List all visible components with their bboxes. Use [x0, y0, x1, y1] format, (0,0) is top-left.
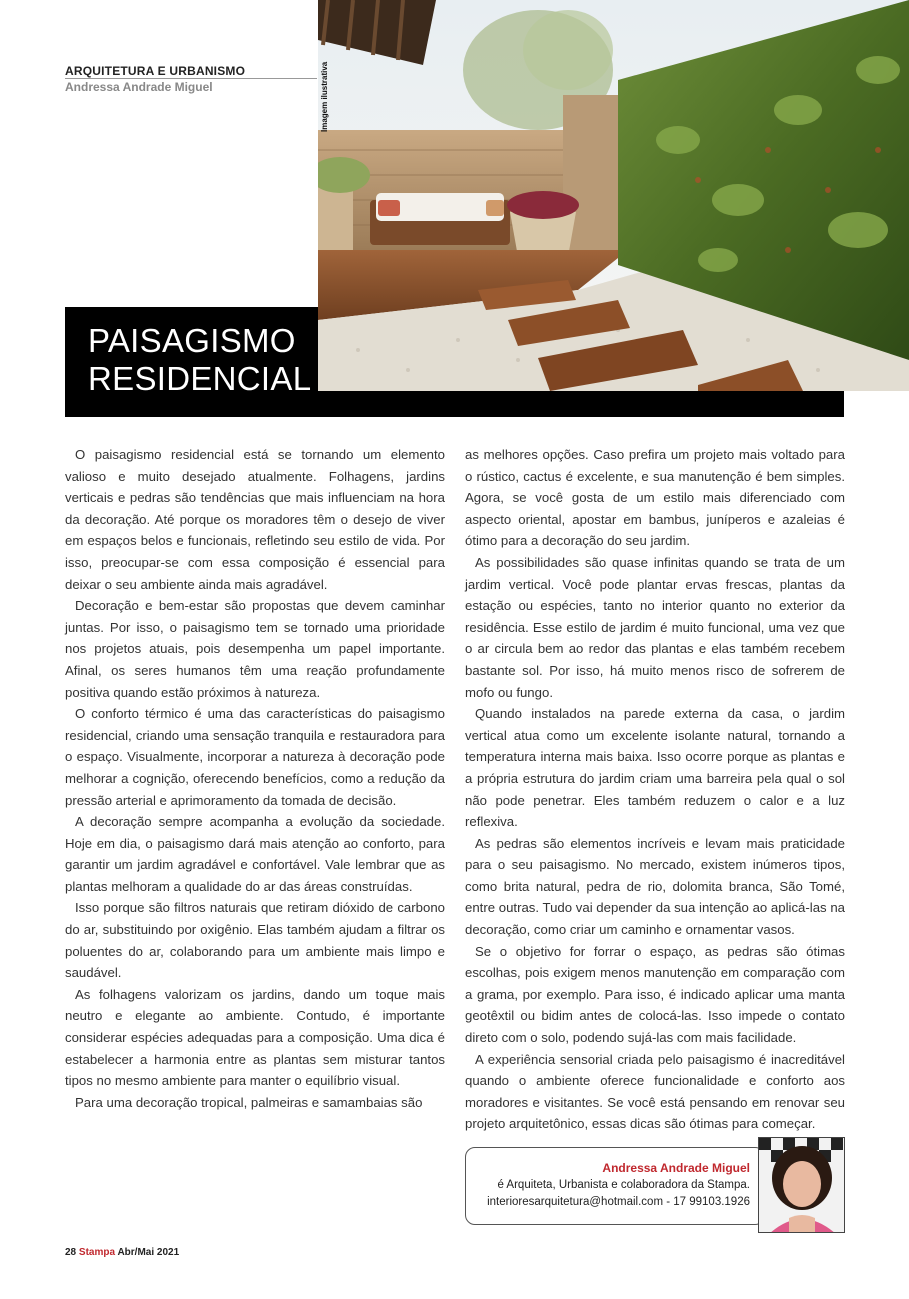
- page-number: 28: [65, 1247, 77, 1258]
- paragraph: Isso porque são filtros naturais que retiram dióxido de carbono do ar, substituindo por oxigênio. Elas também ajudam a filtrar os poluentes do ar, colaborando para um ambiente mais limpo e saudável.: [65, 900, 445, 981]
- issue-date: Abr/Mai 2021: [117, 1247, 180, 1258]
- author-avatar: [758, 1137, 845, 1233]
- section-divider: [65, 78, 317, 79]
- paragraph: O conforto térmico é uma das características do paisagismo residencial, criando uma sensação tranquila e restauradora para o espaço. Visualmente, incorporar a natureza à decoração pode melhorar a cognição, oferecendo benefícios, como a redução da pressão arterial e aprimoramento da tomada de decisão.: [65, 706, 445, 808]
- paragraph: A experiência sensorial criada pelo paisagismo é inacreditável quando o ambiente oferece funcionalidade e conforto aos moradores e visitantes. Se você está pensando em renovar seu projeto arquitetônico, essas dicas são ótimas para começar.: [465, 1051, 845, 1132]
- page-footer: [65, 1247, 179, 1258]
- article-title: [88, 322, 318, 398]
- photo-caption: Imagem ilustrativa: [320, 61, 329, 132]
- author-box: [465, 1147, 765, 1225]
- byline: Andressa Andrade Miguel: [65, 80, 213, 94]
- article-column-left: [65, 444, 445, 1113]
- article-column-right: [465, 444, 845, 1135]
- paragraph: Para uma decoração tropical, palmeiras e samambaias são: [75, 1094, 423, 1110]
- title-line-2: RESIDENCIAL: [88, 360, 312, 397]
- author-name: Andressa Andrade Miguel: [602, 1161, 750, 1175]
- garden-illustration: [318, 0, 909, 391]
- paragraph: Decoração e bem-estar são propostas que devem caminhar juntas. Por isso, o paisagismo tem se tornado uma prioridade nos projetos atuais, pois desempenha um papel importante. Afinal, os seres humanos têm uma reação profundamente positiva quando estão próximos à natureza.: [65, 598, 445, 700]
- brand-name: Stampa: [78, 1247, 116, 1258]
- garden-photo: [318, 0, 909, 391]
- paragraph: A decoração sempre acompanha a evolução da sociedade. Hoje em dia, o paisagismo dará mais atenção ao conforto, para garantir um jardim agradável e confortável. Vale lembrar que as plantas melhoram a qualidade do ar das áreas construídas.: [65, 814, 445, 894]
- section-label: ARQUITETURA E URBANISMO: [65, 64, 246, 78]
- paragraph: As possibilidades são quase infinitas quando se trata de um jardim vertical. Você pode plantar ervas frescas, plantas da estação ou espécies, tanto no interior quanto no exterior da residência. Esse estilo de jardim é muito funcional, uma vez que o ar circula bem ao redor das plantas e elas também recebem bastante sol. Por isso, há muito menos risco de sofrerem de mofo ou fungo.: [465, 554, 845, 700]
- paragraph: As folhagens valorizam os jardins, dando um toque mais neutro e elegante ao ambiente. Contudo, é importante considerar espécies adequadas para a composição. Uma dica é estabelecer a harmonia entre as plantas sem misturar tantos tipos no mesmo ambiente para manter o equilíbrio visual.: [65, 986, 445, 1089]
- paragraph: Quando instalados na parede externa da casa, o jardim vertical atua como um excelente isolante natural, tornando a temperatura interna mais baixa. Isso ocorre porque as plantas e a própria estrutura do jardim criam uma barreira pela qual o sol não pode penetrar. Eles também reduzem o calor e a luz reflexiva.: [465, 706, 845, 830]
- avatar-portrait-icon: [759, 1138, 845, 1233]
- author-contact: interioresarquitetura@hotmail.com - 17 99103.1926: [487, 1196, 750, 1208]
- paragraph: Se o objetivo for forrar o espaço, as pedras são ótimas escolhas, pois exigem menos manutenção em comparação com a grama, por exemplo. Para isso, é indicado aplicar uma manta geotêxtil ou bidim antes de colocá-las. Isso impede o contato direto com o solo, podendo sujá-las com mais facilidade.: [465, 943, 845, 1046]
- paragraph-continuation: as melhores opções. Caso prefira um projeto mais voltado para o rústico, cactus é excelente, e sua manutenção é bem simples. Agora, se você gosta de um estilo mais diferenciado com aspecto oriental, apostar em bambus, juníperos e azaleias é ótimo para a decoração do seu jardim.: [465, 447, 845, 549]
- paragraph: As pedras são elementos incríveis e levam mais praticidade para o seu paisagismo. No mercado, existem inúmeros tipos, como brita natural, pedra de rio, dolomita branca, São Tomé, entre outras. Tudo vai depender da sua intenção ao aplicá-las na decoração, como criar um caminho e ornamentar vasos.: [465, 835, 845, 938]
- author-role: é Arquiteta, Urbanista e colaboradora da Stampa.: [497, 1179, 750, 1191]
- title-line-1: PAISAGISMO: [88, 322, 296, 359]
- paragraph: O paisagismo residencial está se tornando um elemento valioso e muito desejado atualmente. Folhagens, jardins verticais e pedras são tendências que mais influenciam na hora da decoração. Até porque os moradores têm o desejo de viver em espaços belos e funcionais, refletindo seu estilo de vida. Por isso, preocupar-se com essa composição é essencial para deixar o seu ambiente ainda mais agradável.: [65, 447, 445, 592]
